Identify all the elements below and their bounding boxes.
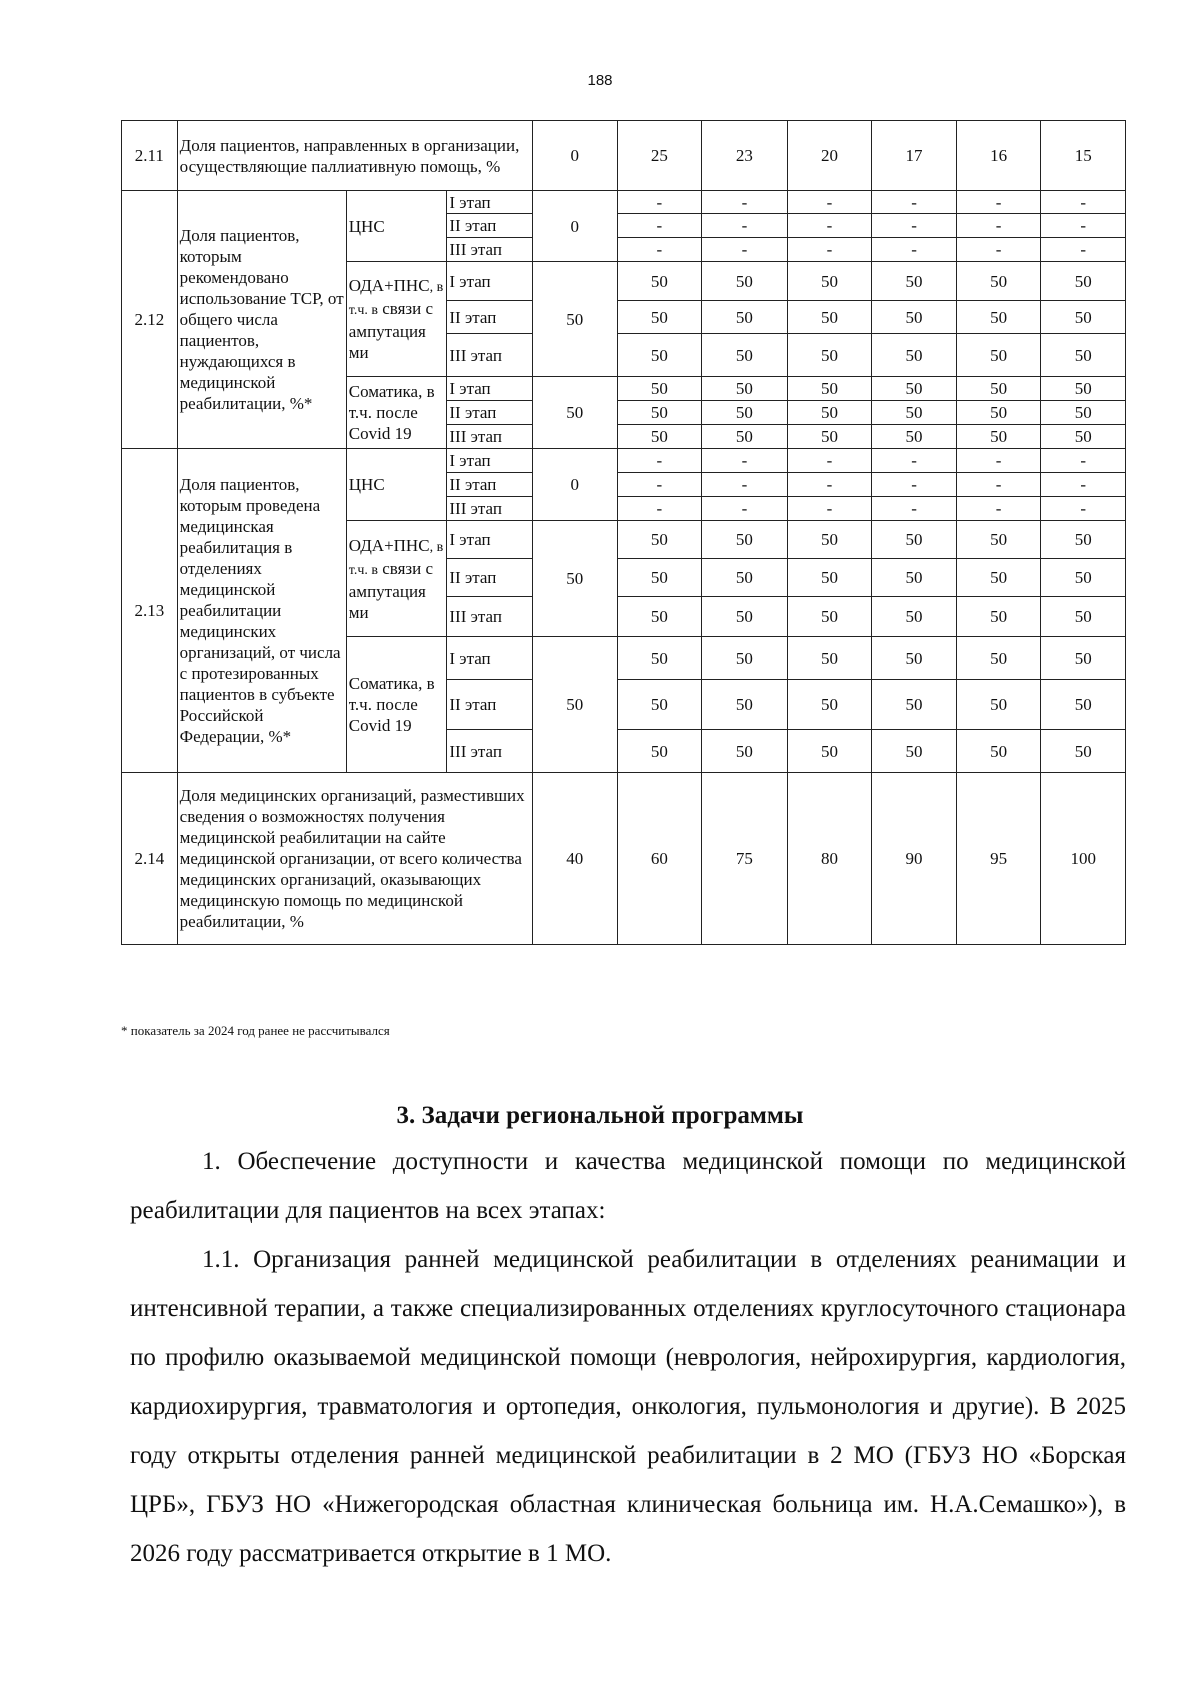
stage-label: I этап [447,449,533,473]
stage-label: II этап [447,214,533,238]
value-cell: 50 [872,637,957,680]
value-cell: 50 [872,559,957,597]
value-cell: 50 [956,680,1041,730]
value-cell: - [787,191,872,214]
value-cell: 50 [1041,425,1126,449]
value-cell: 50 [702,334,788,377]
value-cell: 50 [617,262,702,301]
value-cell: 50 [787,730,872,773]
value-cell: - [872,214,957,238]
value-cell: - [872,497,957,521]
value-cell: - [787,497,872,521]
value-cell: - [1041,473,1126,497]
value-cell: 50 [1041,334,1126,377]
stage-label: III этап [447,334,533,377]
value-cell: 50 [702,597,788,637]
value-cell: 50 [702,401,788,425]
value-cell: 50 [617,637,702,680]
group-label: ЦНС [346,191,447,262]
value-cell: - [702,238,788,262]
value-cell: - [617,214,702,238]
value-cell: 17 [872,121,957,191]
value-cell: 75 [702,773,788,945]
value-cell: 40 [533,773,618,945]
value-cell: 50 [702,301,788,334]
value-cell: 50 [787,401,872,425]
row-code: 2.13 [122,449,178,773]
value-cell: 50 [872,597,957,637]
value-cell: 50 [956,262,1041,301]
group-label-rest: связи с ампутация ми [348,299,434,362]
value-cell: - [787,473,872,497]
stage-label: I этап [447,377,533,401]
value-cell: 50 [1041,521,1126,559]
value-cell: - [702,449,788,473]
indicators-table [121,120,1126,945]
value-cell: - [617,191,702,214]
value-cell: - [1041,214,1126,238]
value-cell: 50 [617,680,702,730]
stage-label: I этап [447,191,533,214]
group-label-small: , в т.ч. в [348,539,444,578]
value-cell: 50 [617,597,702,637]
row-name: Доля медицинских организаций, разместивших сведения о возможностях получения медицинской реабилитации на сайте медицинской организации, от всего количества медицинских организаций, оказывающих медицинскую помощь по медицинской реабилитации, % [177,773,532,945]
value-cell: 50 [956,730,1041,773]
value-cell: 60 [617,773,702,945]
value-cell: - [787,238,872,262]
paragraph: 1.1. Организация ранней медицинской реабилитации в отделениях реанимации и интенсивной терапии, а также специализированных отделениях круглосуточного стационара по профилю оказываемой медицинской помощи (неврология, нейрохирургия, кардиология, кардиохирургия, травматология и ортопедия, онкология, пульмонология и другие). В 2025 году открыты отделения ранней медицинской реабилитации в 2 МО (ГБУЗ НО «Борская ЦРБ», ГБУЗ НО «Нижегородская областная клиническая больница им. Н.А.Семашко»), в 2026 году рассматривается открытие в 1 МО. [130,1246,1126,1567]
base-value: 50 [533,637,618,773]
value-cell: - [702,473,788,497]
value-cell: 50 [787,334,872,377]
value-cell: 100 [1041,773,1126,945]
value-cell: - [702,191,788,214]
value-cell: 50 [787,425,872,449]
value-cell: 95 [956,773,1041,945]
value-cell: - [617,449,702,473]
value-cell: 50 [617,521,702,559]
value-cell: - [1041,191,1126,214]
value-cell: 50 [956,425,1041,449]
value-cell: - [872,191,957,214]
value-cell: 50 [787,301,872,334]
value-cell: 50 [702,637,788,680]
value-cell: 50 [702,521,788,559]
value-cell: - [617,238,702,262]
value-cell: - [872,238,957,262]
section-heading: 3. Задачи региональной программы [396,1102,804,1129]
stage-label: II этап [447,559,533,597]
value-cell: 50 [872,262,957,301]
value-cell: 25 [617,121,702,191]
value-cell: 50 [956,377,1041,401]
value-cell: 90 [872,773,957,945]
value-cell: 50 [956,637,1041,680]
value-cell: 50 [1041,262,1126,301]
group-label-rest: связи с ампутация ми [348,558,434,622]
value-cell: 50 [1041,377,1126,401]
value-cell: - [617,497,702,521]
value-cell: 50 [702,730,788,773]
value-cell: 15 [1041,121,1126,191]
value-cell: 0 [533,121,618,191]
value-cell: 50 [1041,637,1126,680]
value-cell: 50 [956,334,1041,377]
group-label [346,262,447,377]
value-cell: 50 [787,559,872,597]
footnote: * показатель за 2024 год ранее не рассчитывался [121,1023,390,1038]
value-cell: 50 [787,680,872,730]
value-cell: - [787,214,872,238]
value-cell: 50 [872,680,957,730]
value-cell: - [702,214,788,238]
stage-label: II этап [447,680,533,730]
value-cell: 50 [872,521,957,559]
table-row [122,121,1126,191]
value-cell: - [956,473,1041,497]
value-cell: 50 [702,680,788,730]
value-cell: 50 [956,401,1041,425]
table-row [122,449,1126,473]
base-value: 50 [533,377,618,449]
value-cell: 50 [1041,559,1126,597]
value-cell: - [872,449,957,473]
table-row [122,191,1126,214]
value-cell: 50 [787,637,872,680]
section-body [130,1137,1126,1578]
page-number: 188 [587,72,613,89]
value-cell: - [787,449,872,473]
value-cell: - [956,449,1041,473]
stage-label: II этап [447,473,533,497]
value-cell: 50 [787,377,872,401]
row-name: Доля пациентов, которым проведена медицинская реабилитация в отделениях медицинской реабилитации медицинских организаций, от числа с протезированных пациентов в субъекте Российской Федерации, %* [177,449,346,773]
value-cell: 50 [702,559,788,597]
base-value: 50 [533,521,618,637]
value-cell: - [1041,449,1126,473]
group-label: Соматика, в т.ч. после Covid 19 [346,377,447,449]
value-cell: - [956,238,1041,262]
value-cell: 50 [787,521,872,559]
group-label [346,521,447,637]
value-cell: 50 [1041,730,1126,773]
value-cell: 50 [872,425,957,449]
value-cell: 50 [1041,597,1126,637]
value-cell: - [617,473,702,497]
value-cell: - [956,214,1041,238]
value-cell: 50 [1041,401,1126,425]
stage-label: III этап [447,730,533,773]
stage-label: III этап [447,425,533,449]
value-cell: - [956,497,1041,521]
value-cell: 50 [872,301,957,334]
row-code: 2.12 [122,191,178,449]
value-cell: 50 [956,597,1041,637]
value-cell: 50 [702,425,788,449]
row-name: Доля пациентов, которым рекомендовано использование ТСР, от общего числа пациентов, нуждающихся в медицинской реабилитации, %* [177,191,346,449]
value-cell: 23 [702,121,788,191]
base-value: 50 [533,262,618,377]
value-cell: - [1041,238,1126,262]
stage-label: I этап [447,262,533,301]
paragraph: 1. Обеспечение доступности и качества медицинской помощи по медицинской реабилитации для пациентов на всех этапах: [130,1148,1126,1224]
value-cell: - [956,191,1041,214]
value-cell: 50 [702,262,788,301]
group-label-main: ОДА+ПНС [348,276,430,295]
value-cell: 50 [617,559,702,597]
value-cell: 50 [872,401,957,425]
value-cell: 50 [617,730,702,773]
group-label: ЦНС [346,449,447,521]
value-cell: 50 [617,401,702,425]
value-cell: 50 [872,334,957,377]
stage-label: III этап [447,238,533,262]
value-cell: - [872,473,957,497]
value-cell: 50 [617,425,702,449]
stage-label: II этап [447,401,533,425]
value-cell: 80 [787,773,872,945]
value-cell: - [702,497,788,521]
base-value: 0 [533,449,618,521]
value-cell: 50 [872,377,957,401]
value-cell: 50 [617,301,702,334]
stage-label: I этап [447,637,533,680]
base-value: 0 [533,191,618,262]
group-label: Соматика, в т.ч. после Covid 19 [346,637,447,773]
value-cell: 16 [956,121,1041,191]
row-code: 2.14 [122,773,178,945]
group-label-main: ОДА+ПНС [348,535,430,555]
row-code: 2.11 [122,121,178,191]
stage-label: I этап [447,521,533,559]
row-name: Доля пациентов, направленных в организации, осуществляющие паллиативную помощь, % [177,121,532,191]
stage-label: II этап [447,301,533,334]
value-cell: 20 [787,121,872,191]
table-row [122,773,1126,945]
stage-label: III этап [447,597,533,637]
value-cell: 50 [617,377,702,401]
value-cell: 50 [1041,301,1126,334]
value-cell: 50 [956,301,1041,334]
stage-label: III этап [447,497,533,521]
value-cell: - [1041,497,1126,521]
value-cell: 50 [956,521,1041,559]
value-cell: 50 [956,559,1041,597]
value-cell: 50 [872,730,957,773]
value-cell: 50 [787,262,872,301]
value-cell: 50 [702,377,788,401]
group-label-small: , в т.ч. в [348,280,444,318]
value-cell: 50 [1041,680,1126,730]
value-cell: 50 [617,334,702,377]
value-cell: 50 [787,597,872,637]
